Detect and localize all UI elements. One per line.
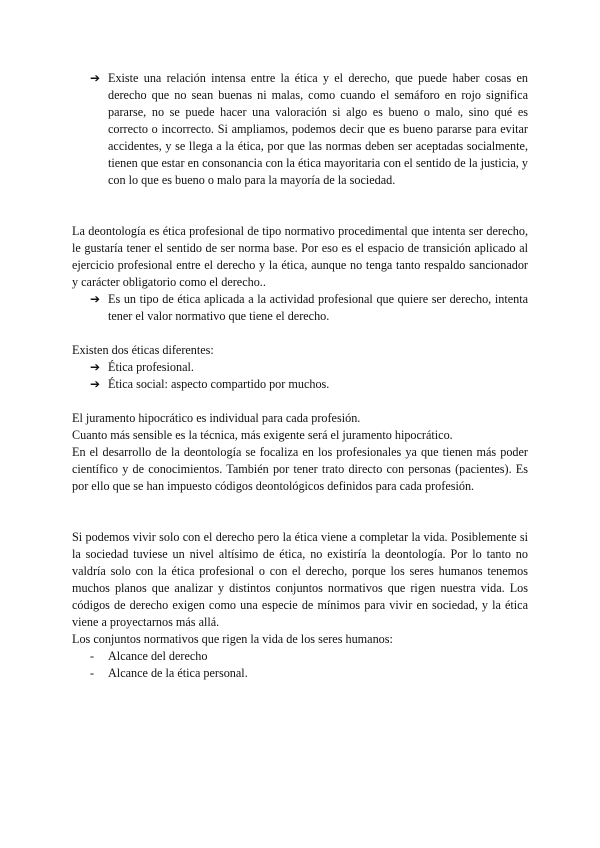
bullet-text: Existe una relación intensa entre la ética y el derecho, que puede haber cosas en derecho que no sean buenas ni malas, como cuando el semáforo en rojo significa pararse, no se puede hacer una valoración si algo es bueno o malo, sino qué es correcto o incorrecto. Si ampliamos, podemos decir que es bueno pararse para evitar accidentes, y se llega a la ética, por que las normas deben ser aceptadas socialmente, tienen que estar en consonancia con la ética mayoritaria con el sentido de la justicia, y con lo que es bueno o malo para la mayoría de la sociedad. [108,71,528,187]
bullet-text: Ética profesional. [108,360,194,374]
deontology-bullet-list [72,291,528,325]
arrow-bullet-icon: ➔ [90,360,101,374]
deontology-paragraph: La deontología es ética profesional de tipo normativo procedimental que intenta ser derecho, le gustaría tener el sentido de ser norma base. Por eso es el espacio de transición aplicado al ejercicio profesional entre el derecho y la ética, aunque no tenga tanto respaldo sancionador y carácter obligatorio como el derecho.. [72,224,528,289]
ethics-types-list [72,359,528,393]
bullet-text: Es un tipo de ética aplicada a la actividad profesional que quiere ser derecho, intenta tener el valor normativo que tiene el derecho. [108,292,528,323]
document-body [72,70,528,682]
spacer [72,325,528,342]
list-item [72,291,528,325]
spacer [72,495,528,529]
hippocratic-line: Cuanto más sensible es la técnica, más exigente será el juramento hipocrático. [72,428,453,442]
list-item [72,665,528,682]
spacer [72,189,528,223]
arrow-bullet-icon: ➔ [90,377,101,391]
normative-sets-heading: Los conjuntos normativos que rigen la vida de los seres humanos: [72,632,393,646]
hippocratic-line: El juramento hipocrático es individual para cada profesión. [72,411,361,425]
intro-bullet-list [72,70,528,189]
normative-sets-list [72,648,528,682]
list-item [72,359,528,376]
arrow-bullet-icon: ➔ [90,71,101,85]
list-item [72,70,528,189]
dash-bullet-icon: - [90,649,95,663]
ethics-types-heading: Existen dos éticas diferentes: [72,343,214,357]
item-text: Alcance del derecho [108,649,208,663]
dash-bullet-icon: - [90,666,95,680]
list-item [72,648,528,665]
list-item [72,376,528,393]
bullet-text: Ética social: aspecto compartido por muchos. [108,377,330,391]
arrow-bullet-icon: ➔ [90,292,101,306]
law-ethics-paragraph: Si podemos vivir solo con el derecho pero la ética viene a completar la vida. Posiblemente si la sociedad tuviese un nivel altísimo de ética, no existiría la deontología. Por lo tanto no valdría solo con la ética profesional o con el derecho, porque los seres humanos tenemos muchos planos que analizar y distintos conjuntos normativos que rigen nuestra vida. Los códigos de derecho exigen como una especie de mínimos para vivir en sociedad, y la ética viene a proyectarnos más allá. [72,530,528,629]
development-paragraph: En el desarrollo de la deontología se focaliza en los profesionales ya que tienen más poder científico y de conocimientos. También por tener trato directo con personas (pacientes). Es por ello que se han impuesto códigos deontológicos definidos para cada profesión. [72,445,528,493]
spacer [72,393,528,410]
item-text: Alcance de la ética personal. [108,666,248,680]
